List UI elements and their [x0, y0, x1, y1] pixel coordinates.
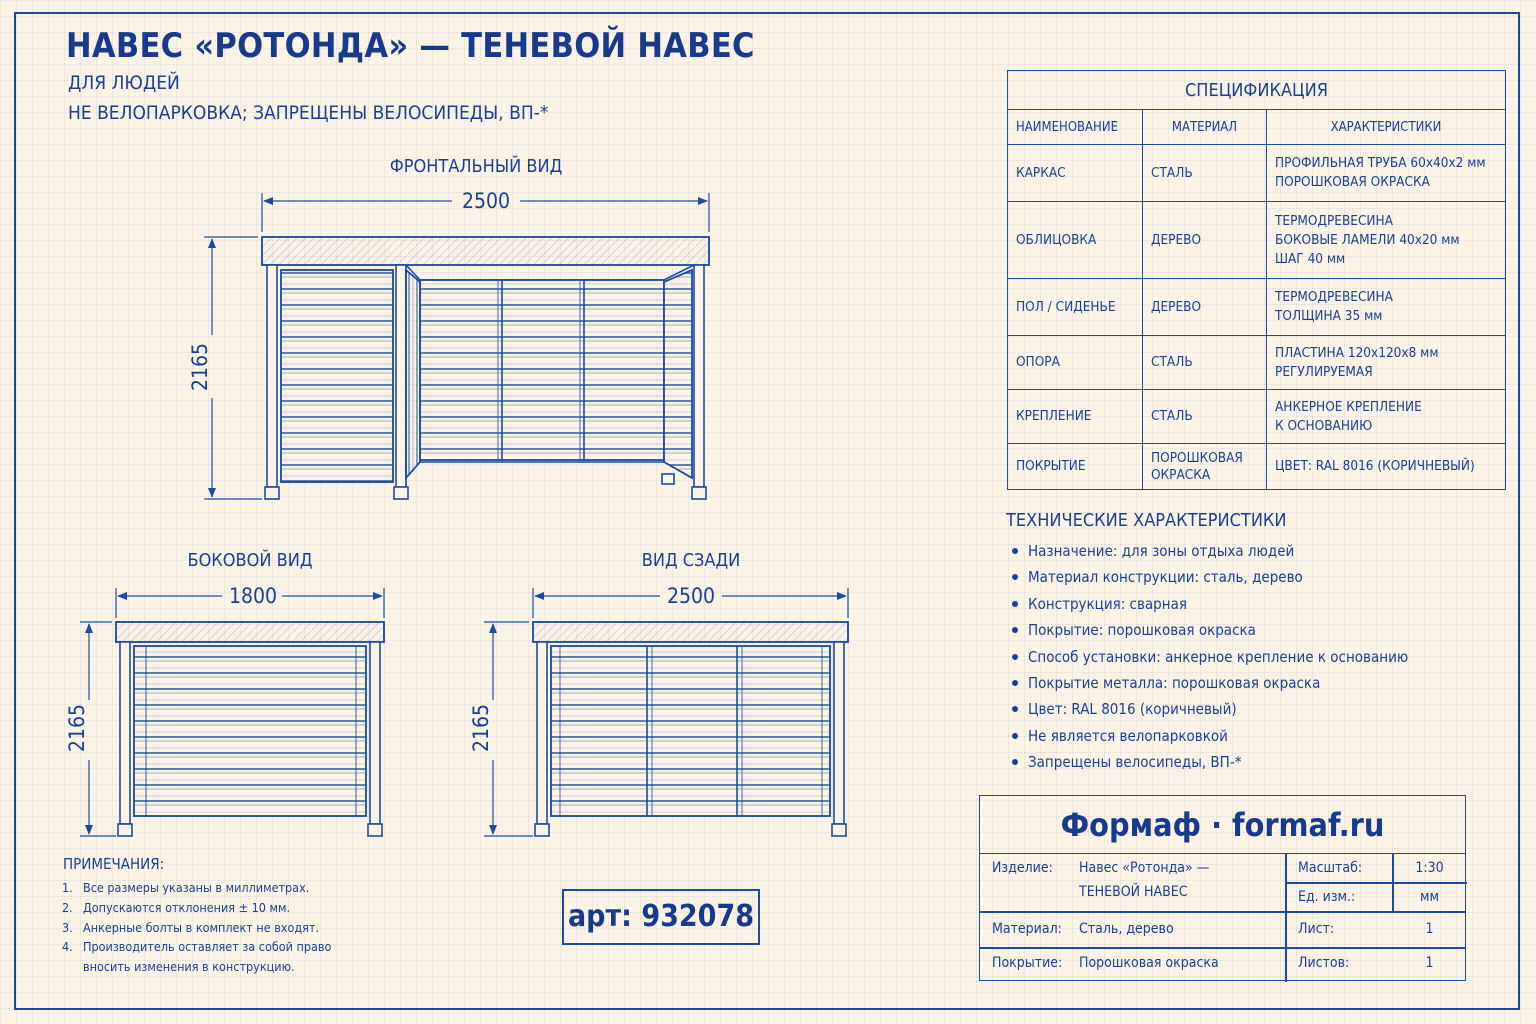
- note-text: Анкерные болты в комплект не входят.: [83, 919, 320, 935]
- spec-row: [1008, 279, 1506, 336]
- tech-item: Не является велопарковкой: [1028, 725, 1408, 751]
- spec-char-line: ПОРОШКОВАЯ ОКРАСКА: [1275, 174, 1430, 190]
- spec-row-name: ОПОРА: [1008, 336, 1143, 390]
- stamp-unit-value: мм: [1419, 889, 1439, 905]
- rear-view-label: ВИД СЗАДИ: [641, 550, 741, 571]
- article-number: арт: 932078: [562, 889, 760, 945]
- front-width-dimension: 2500: [461, 189, 511, 213]
- brand-name: Формаф · formaf.ru: [980, 796, 1465, 854]
- note-text: Производитель оставляет за собой право вносить изменения в конструкцию.: [83, 939, 332, 975]
- tech-list: [1028, 540, 1408, 778]
- stamp-scale-value: 1:30: [1415, 860, 1444, 876]
- spec-row-material: [1143, 444, 1267, 490]
- spec-caption: СПЕЦИФИКАЦИЯ: [1008, 71, 1506, 110]
- rear-width-dimension: 2500: [666, 584, 716, 608]
- spec-row: [1008, 390, 1506, 444]
- stamp-product-value-line2: ТЕНЕВОЙ НАВЕС: [1079, 884, 1188, 900]
- tech-item: Материал конструкции: сталь, дерево: [1028, 566, 1408, 592]
- spec-material-line: ОКРАСКА: [1151, 466, 1211, 483]
- spec-char-line: ТЕРМОДРЕВЕСИНА: [1275, 212, 1393, 229]
- spec-row-chars: [1267, 390, 1506, 444]
- spec-row-material: СТАЛЬ: [1143, 336, 1267, 390]
- spec-row: [1008, 202, 1506, 279]
- stamp-sheets-label: Листов:: [1298, 955, 1350, 971]
- side-view-drawing: [116, 622, 384, 836]
- note-item: 4. Производитель оставляет за собой право вносить изменения в конструкцию.: [62, 939, 332, 975]
- tech-item: Конструкция: сварная: [1028, 593, 1408, 619]
- spec-row: [1008, 145, 1506, 202]
- tech-item: Способ установки: анкерное крепление к основанию: [1028, 646, 1408, 672]
- spec-material-line: ПОРОШКОВАЯ: [1151, 449, 1243, 466]
- stamp-sheet-value: 1: [1425, 921, 1434, 937]
- stamp-sheets-value: 1: [1425, 955, 1434, 971]
- note-item: 3. Анкерные болты в комплект не входят.: [62, 919, 320, 935]
- spec-header-name: НАИМЕНОВАНИЕ: [1008, 110, 1143, 145]
- spec-char-line: ЦВЕТ: RAL 8016 (КОРИЧНЕВЫЙ): [1275, 458, 1475, 474]
- spec-char-line: ТОЛЩИНА 35 мм: [1275, 308, 1383, 324]
- spec-header-chars: ХАРАКТЕРИСТИКИ: [1267, 110, 1506, 145]
- note-item: 1. Все размеры указаны в миллиметрах.: [62, 880, 310, 895]
- side-view-label: БОКОВОЙ ВИД: [187, 550, 313, 571]
- spec-row-material: СТАЛЬ: [1143, 390, 1267, 444]
- spec-row-chars: [1267, 444, 1506, 490]
- tech-item: Назначение: для зоны отдыха людей: [1028, 540, 1408, 566]
- rear-height-dimension: 2165: [469, 703, 493, 753]
- spec-char-line: БОКОВЫЕ ЛАМЕЛИ 40х20 мм: [1275, 231, 1460, 248]
- stamp-coating-value: Порошковая окраска: [1079, 955, 1219, 971]
- spec-row-chars: [1267, 145, 1506, 202]
- page-title: НАВЕС «РОТОНДА» — ТЕНЕВОЙ НАВЕС: [66, 26, 755, 66]
- stamp-material-label: Материал:: [992, 921, 1062, 937]
- spec-char-line: К ОСНОВАНИЮ: [1275, 417, 1373, 434]
- spec-row: [1008, 444, 1506, 490]
- spec-char-line: ПЛАСТИНА 120х120х8 мм: [1275, 344, 1439, 361]
- stamp-sheet-label: Лист:: [1298, 921, 1335, 937]
- spec-char-line: ТЕРМОДРЕВЕСИНА: [1275, 289, 1393, 305]
- spec-char-line: ПРОФИЛЬНАЯ ТРУБА 60х40х2 мм: [1275, 155, 1486, 171]
- stamp-divider: [980, 947, 1465, 949]
- front-height-dimension: 2165: [188, 342, 212, 392]
- tech-item: Запрещены велосипеды, ВП-*: [1028, 751, 1408, 777]
- stamp-scale-label: Масштаб:: [1298, 860, 1363, 876]
- stamp-product-label: Изделие:: [992, 860, 1053, 876]
- stamp-divider: [1285, 882, 1467, 884]
- spec-row: [1008, 336, 1506, 390]
- spec-row-chars: [1267, 279, 1506, 336]
- side-height-dimension: 2165: [65, 703, 89, 753]
- stamp-divider: [1285, 854, 1287, 982]
- subtitle-purpose: ДЛЯ ЛЮДЕЙ: [68, 72, 180, 94]
- spec-row-name: ПОЛ / СИДЕНЬЕ: [1008, 279, 1143, 336]
- spec-row-name: КРЕПЛЕНИЕ: [1008, 390, 1143, 444]
- specification-table: [1007, 70, 1506, 490]
- spec-header-material: МАТЕРИАЛ: [1143, 110, 1267, 145]
- spec-row-chars: [1267, 202, 1506, 279]
- front-view-drawing: [262, 237, 709, 499]
- spec-row-name: ПОКРЫТИЕ: [1008, 444, 1143, 490]
- spec-row-material: ДЕРЕВО: [1143, 279, 1267, 336]
- spec-row-name: КАРКАС: [1008, 145, 1143, 202]
- tech-title: ТЕХНИЧЕСКИЕ ХАРАКТЕРИСТИКИ: [1006, 510, 1287, 531]
- note-item: 2. Допускаются отклонения ± 10 мм.: [62, 899, 291, 915]
- note-text: Допускаются отклонения ± 10 мм.: [83, 899, 291, 915]
- tech-item: Цвет: RAL 8016 (коричневый): [1028, 698, 1408, 724]
- stamp-unit-label: Ед. изм.:: [1298, 889, 1356, 905]
- tech-item: Покрытие: порошковая окраска: [1028, 619, 1408, 645]
- notes-title: ПРИМЕЧАНИЯ:: [63, 855, 165, 873]
- stamp-product-value: Навес «Ротонда» —: [1079, 860, 1210, 876]
- front-view-label: ФРОНТАЛЬНЫЙ ВИД: [389, 156, 563, 177]
- title-block: [979, 795, 1466, 981]
- spec-row-chars: [1267, 336, 1506, 390]
- spec-row-name: ОБЛИЦОВКА: [1008, 202, 1143, 279]
- stamp-material-value: Сталь, дерево: [1079, 921, 1174, 937]
- stamp-coating-label: Покрытие:: [992, 955, 1063, 971]
- notes-list: [62, 878, 382, 977]
- subtitle-restriction: НЕ ВЕЛОПАРКОВКА; ЗАПРЕЩЕНЫ ВЕЛОСИПЕДЫ, ВП-*: [68, 102, 549, 124]
- spec-char-line: АНКЕРНОЕ КРЕПЛЕНИЕ: [1275, 398, 1422, 415]
- stamp-divider: [980, 911, 1465, 913]
- spec-row-material: ДЕРЕВО: [1143, 202, 1267, 279]
- note-text: Все размеры указаны в миллиметрах.: [83, 880, 310, 895]
- side-width-dimension: 1800: [228, 584, 278, 608]
- spec-char-line: РЕГУЛИРУЕМАЯ: [1275, 363, 1373, 380]
- spec-row-material: СТАЛЬ: [1143, 145, 1267, 202]
- tech-item: Покрытие металла: порошковая окраска: [1028, 672, 1408, 698]
- spec-char-line: ШАГ 40 мм: [1275, 250, 1346, 267]
- rear-view-drawing: [533, 622, 848, 836]
